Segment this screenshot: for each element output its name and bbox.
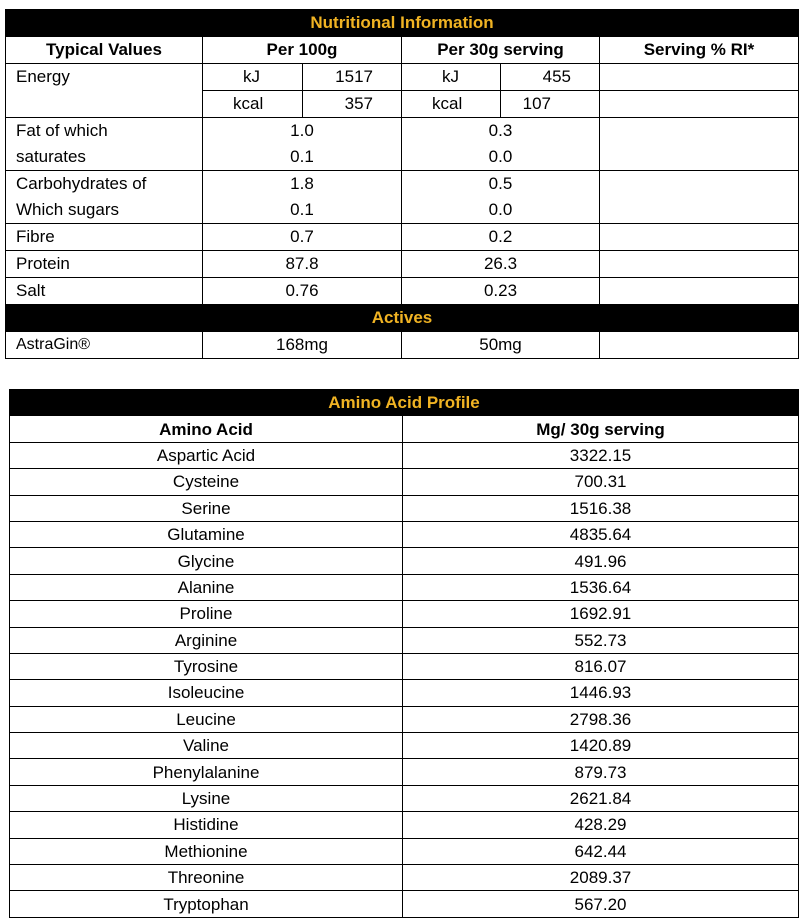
amino-acid-name: Tyrosine: [10, 653, 403, 679]
nutrient-per100: 0.1: [203, 197, 402, 224]
amino-acid-value: 3322.15: [403, 442, 799, 468]
amino-acid-name: Isoleucine: [10, 680, 403, 706]
amino-acid-value: 816.07: [403, 653, 799, 679]
amino-row: [10, 627, 799, 653]
amino-acid-table: [9, 389, 799, 918]
amino-row: [10, 759, 799, 785]
amino-acid-name: Glycine: [10, 548, 403, 574]
energy-kj-per30: 455: [501, 64, 600, 91]
nutrient-ri: [600, 144, 799, 171]
amino-row: [10, 574, 799, 600]
amino-acid-name: Serine: [10, 495, 403, 521]
nutrient-per100: 0.7: [203, 224, 402, 251]
amino-row: [10, 785, 799, 811]
amino-row: [10, 706, 799, 732]
energy-kj-ri: [600, 64, 799, 91]
nutrient-label: Carbohydrates of: [6, 171, 203, 198]
nutrient-row: [6, 278, 799, 305]
nutrient-per30: 0.3: [402, 118, 600, 145]
nutrient-row: [6, 251, 799, 278]
amino-acid-value: 700.31: [403, 469, 799, 495]
nutrient-ri: [600, 118, 799, 145]
nutrient-per100: 1.8: [203, 171, 402, 198]
amino-acid-value: 1516.38: [403, 495, 799, 521]
nutrient-per30: 0.23: [402, 278, 600, 305]
amino-acid-name: Proline: [10, 601, 403, 627]
amino-acid-value: 2798.36: [403, 706, 799, 732]
amino-acid-value: 1446.93: [403, 680, 799, 706]
amino-row: [10, 680, 799, 706]
energy-kj-unit-30: kJ: [402, 64, 501, 91]
nutrient-per100: 1.0: [203, 118, 402, 145]
nutrient-label: Which sugars: [6, 197, 203, 224]
amino-acid-value: 642.44: [403, 838, 799, 864]
amino-row: [10, 812, 799, 838]
amino-acid-value: 879.73: [403, 759, 799, 785]
amino-acid-name: Glutamine: [10, 521, 403, 547]
amino-acid-name: Valine: [10, 733, 403, 759]
energy-kcal-unit: kcal: [203, 91, 303, 118]
active-per30: 50mg: [402, 332, 600, 359]
nutrient-row: [6, 144, 799, 171]
amino-acid-name: Arginine: [10, 627, 403, 653]
header-amino-acid: Amino Acid: [10, 416, 403, 442]
amino-row: [10, 469, 799, 495]
nutrient-row: [6, 118, 799, 145]
energy-kcal-unit-30: kcal: [402, 91, 501, 118]
energy-kj-unit: kJ: [203, 64, 303, 91]
header-serving-ri: Serving % RI*: [600, 37, 799, 64]
energy-label-spacer: [6, 91, 203, 118]
energy-kcal-per30: 107: [501, 91, 600, 118]
amino-title: Amino Acid Profile: [10, 390, 799, 416]
amino-row: [10, 653, 799, 679]
nutrient-per30: 0.0: [402, 197, 600, 224]
amino-acid-name: Alanine: [10, 574, 403, 600]
nutrition-table: [5, 9, 799, 359]
amino-acid-value: 4835.64: [403, 521, 799, 547]
amino-acid-name: Methionine: [10, 838, 403, 864]
energy-kcal-ri: [600, 91, 799, 118]
amino-acid-value: 552.73: [403, 627, 799, 653]
nutrient-per100: 87.8: [203, 251, 402, 278]
nutrient-ri: [600, 197, 799, 224]
amino-row: [10, 521, 799, 547]
amino-acid-value: 2621.84: [403, 785, 799, 811]
amino-row: [10, 865, 799, 891]
amino-acid-value: 1420.89: [403, 733, 799, 759]
amino-acid-name: Tryptophan: [10, 891, 403, 917]
nutrient-per30: 0.2: [402, 224, 600, 251]
amino-acid-name: Phenylalanine: [10, 759, 403, 785]
nutrient-per30: 0.5: [402, 171, 600, 198]
amino-acid-value: 428.29: [403, 812, 799, 838]
amino-acid-name: Cysteine: [10, 469, 403, 495]
amino-acid-name: Aspartic Acid: [10, 442, 403, 468]
amino-rows: [10, 442, 799, 917]
active-row: [6, 332, 799, 359]
active-ri: [600, 332, 799, 359]
active-label: AstraGin®: [6, 332, 203, 359]
amino-row: [10, 838, 799, 864]
amino-row: [10, 733, 799, 759]
nutrient-ri: [600, 171, 799, 198]
actives-title: Actives: [6, 305, 799, 332]
nutrient-per30: 0.0: [402, 144, 600, 171]
header-mg-serving: Mg/ 30g serving: [403, 416, 799, 442]
header-per-100g: Per 100g: [203, 37, 402, 64]
nutrient-ri: [600, 278, 799, 305]
nutrition-title: Nutritional Information: [6, 10, 799, 37]
amino-row: [10, 548, 799, 574]
header-typical-values: Typical Values: [6, 37, 203, 64]
nutrient-per100: 0.1: [203, 144, 402, 171]
nutrient-ri: [600, 224, 799, 251]
amino-acid-name: Histidine: [10, 812, 403, 838]
nutrient-row: [6, 171, 799, 198]
nutrient-ri: [600, 251, 799, 278]
energy-label: Energy: [6, 64, 203, 91]
nutrient-label: saturates: [6, 144, 203, 171]
active-per100: 168mg: [203, 332, 402, 359]
amino-row: [10, 495, 799, 521]
amino-row: [10, 891, 799, 917]
nutrient-label: Protein: [6, 251, 203, 278]
amino-row: [10, 601, 799, 627]
amino-acid-name: Leucine: [10, 706, 403, 732]
amino-acid-value: 1536.64: [403, 574, 799, 600]
nutrient-per30: 26.3: [402, 251, 600, 278]
energy-kcal-per100: 357: [303, 91, 402, 118]
amino-acid-value: 2089.37: [403, 865, 799, 891]
amino-acid-value: 1692.91: [403, 601, 799, 627]
amino-acid-name: Threonine: [10, 865, 403, 891]
header-per-30g: Per 30g serving: [402, 37, 600, 64]
amino-acid-name: Lysine: [10, 785, 403, 811]
nutrient-row: [6, 197, 799, 224]
nutrient-row: [6, 224, 799, 251]
amino-acid-value: 567.20: [403, 891, 799, 917]
nutrient-label: Fat of which: [6, 118, 203, 145]
energy-kj-per100: 1517: [303, 64, 402, 91]
amino-row: [10, 442, 799, 468]
nutrient-per100: 0.76: [203, 278, 402, 305]
nutrient-label: Salt: [6, 278, 203, 305]
nutrient-label: Fibre: [6, 224, 203, 251]
amino-acid-value: 491.96: [403, 548, 799, 574]
